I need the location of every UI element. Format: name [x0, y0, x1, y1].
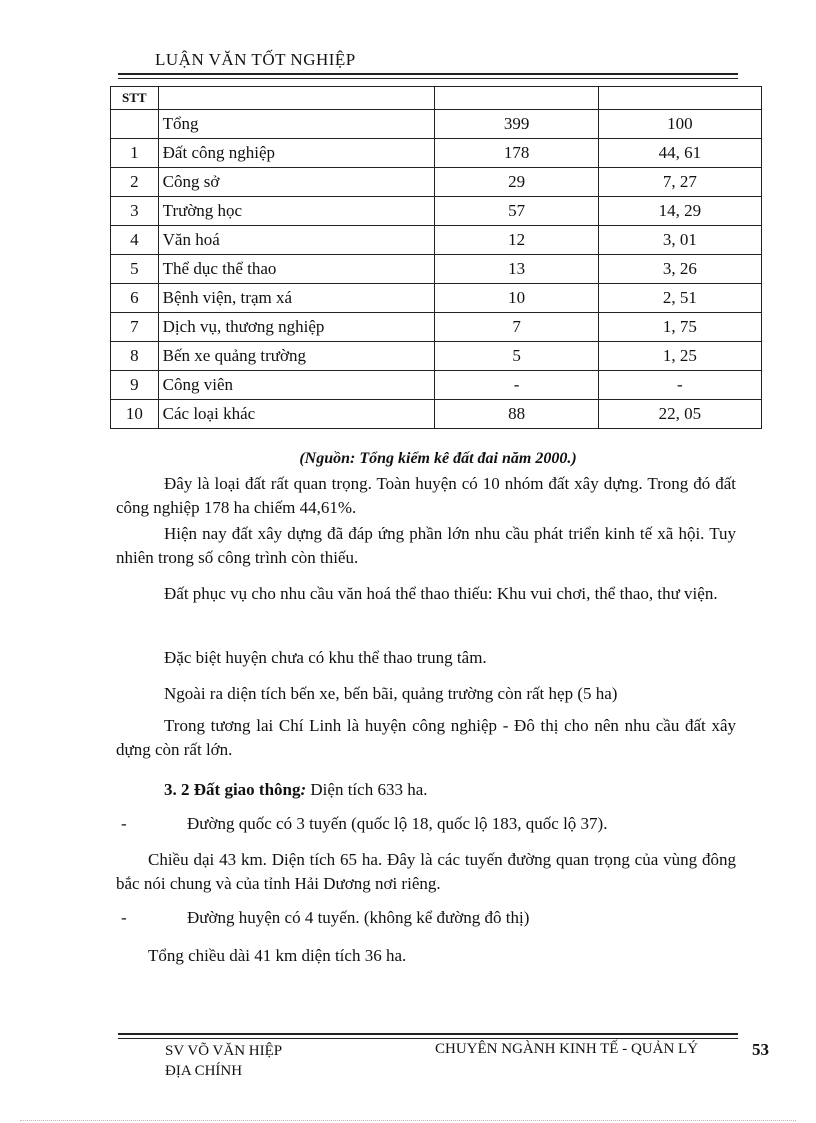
row-area: 5 — [435, 342, 598, 371]
row-area: - — [435, 371, 598, 400]
table-row — [111, 313, 762, 342]
row-area: 13 — [435, 255, 598, 284]
row-stt: 10 — [111, 400, 159, 429]
header-rule — [118, 73, 738, 79]
row-name: Văn hoá — [158, 226, 435, 255]
row-pct: 7, 27 — [598, 168, 761, 197]
total-stt — [111, 110, 159, 139]
page-edge-dotted-line — [20, 1120, 796, 1121]
footer-rule — [118, 1033, 738, 1039]
table-row — [111, 255, 762, 284]
row-stt: 7 — [111, 313, 159, 342]
paragraph-8: Chiều dại 43 km. Diện tích 65 ha. Đây là các tuyến đường quan trọng của vùng đông bắc nói chung và của tỉnh Hải Dương nơi riêng. — [116, 850, 736, 893]
paragraph-9: Tổng chiều dài 41 km diện tích 36 ha. — [148, 946, 407, 965]
footer-author — [165, 1041, 282, 1081]
row-area: 178 — [435, 139, 598, 168]
table-source-note: (Nguồn: Tổng kiểm kê đất đai năm 2000.) — [299, 450, 577, 467]
section-heading-colon: : — [300, 780, 307, 799]
row-name: Thể dục thể thao — [158, 255, 435, 284]
total-area: 399 — [435, 110, 598, 139]
footer-author-name: SV VÕ VĂN HIỆP — [165, 1043, 283, 1059]
row-name: Đất công nghiệp — [158, 139, 435, 168]
row-area: 57 — [435, 197, 598, 226]
row-stt: 6 — [111, 284, 159, 313]
bullet-text: Đường huyện có 4 tuyến. (không kể đường đô thị) — [187, 908, 530, 927]
row-pct: 1, 25 — [598, 342, 761, 371]
row-area: 7 — [435, 313, 598, 342]
row-pct: 22, 05 — [598, 400, 761, 429]
row-stt: 4 — [111, 226, 159, 255]
row-area: 29 — [435, 168, 598, 197]
row-name: Công viên — [158, 371, 435, 400]
paragraph-1: Đây là loại đất rất quan trọng. Toàn huyện có 10 nhóm đất xây dựng. Trong đó đất công nghiệp 178 ha chiếm 44,61%. — [116, 474, 736, 517]
area-header — [435, 87, 598, 110]
bullet-text: Đường quốc có 3 tuyến (quốc lộ 18, quốc lộ 183, quốc lộ 37). — [187, 814, 608, 833]
row-stt: 2 — [111, 168, 159, 197]
row-stt: 9 — [111, 371, 159, 400]
paragraph-2: Hiện nay đất xây dựng đã đáp ứng phần lớn nhu cầu phát triển kinh tế xã hội. Tuy nhiên trong số công trình còn thiếu. — [116, 524, 736, 567]
paragraph-3: Đất phục vụ cho nhu cầu văn hoá thể thao thiếu: Khu vui chơi, thể thao, thư viện. — [164, 584, 718, 603]
row-name: Bệnh viện, trạm xá — [158, 284, 435, 313]
row-stt: 5 — [111, 255, 159, 284]
row-area: 10 — [435, 284, 598, 313]
section-heading-rest: Diện tích 633 ha. — [306, 780, 428, 799]
row-stt: 8 — [111, 342, 159, 371]
table-total-row — [111, 110, 762, 139]
row-pct: 14, 29 — [598, 197, 761, 226]
footer-author-dept: ĐỊA CHÍNH — [165, 1063, 243, 1079]
name-header — [158, 87, 435, 110]
bullet-district-roads — [121, 908, 529, 928]
row-pct: 44, 61 — [598, 139, 761, 168]
paragraph-5: Ngoài ra diện tích bến xe, bến bãi, quảng trường còn rất hẹp (5 ha) — [164, 684, 618, 703]
table-row — [111, 400, 762, 429]
table-header-row — [111, 87, 762, 110]
row-area: 88 — [435, 400, 598, 429]
paragraph-4: Đặc biệt huyện chưa có khu thể thao trung tâm. — [164, 648, 487, 667]
row-name: Các loại khác — [158, 400, 435, 429]
total-name: Tổng — [158, 110, 435, 139]
bullet-national-roads — [121, 814, 607, 834]
bullet-dash: - — [121, 908, 127, 927]
row-pct: 2, 51 — [598, 284, 761, 313]
table-row — [111, 342, 762, 371]
table-row — [111, 226, 762, 255]
total-pct: 100 — [598, 110, 761, 139]
row-stt: 1 — [111, 139, 159, 168]
header-title: LUẬN VĂN TỐT NGHIỆP — [155, 50, 356, 69]
table-row — [111, 197, 762, 226]
row-stt: 3 — [111, 197, 159, 226]
row-pct: 3, 01 — [598, 226, 761, 255]
row-name: Dịch vụ, thương nghiệp — [158, 313, 435, 342]
page-number: 53 — [752, 1040, 769, 1059]
row-name: Bến xe quảng trường — [158, 342, 435, 371]
row-name: Công sở — [158, 168, 435, 197]
pct-header — [598, 87, 761, 110]
row-pct: 1, 75 — [598, 313, 761, 342]
row-pct: - — [598, 371, 761, 400]
row-pct: 3, 26 — [598, 255, 761, 284]
section-heading-label: 3. 2 Đất giao thông — [164, 780, 301, 799]
table-row — [111, 168, 762, 197]
bullet-dash: - — [121, 814, 127, 833]
section-heading-transport — [164, 778, 736, 802]
table-row — [111, 284, 762, 313]
table-row — [111, 371, 762, 400]
paragraph-6: Trong tương lai Chí Linh là huyện công nghiệp - Đô thị cho nên nhu cầu đất xây dựng còn rất lớn. — [116, 716, 736, 759]
table-row — [111, 139, 762, 168]
row-area: 12 — [435, 226, 598, 255]
stt-header: STT — [111, 87, 159, 110]
land-use-table — [110, 86, 762, 429]
row-name: Trường học — [158, 197, 435, 226]
footer-major: CHUYÊN NGÀNH KINH TẾ - QUẢN LÝ — [435, 1041, 699, 1057]
